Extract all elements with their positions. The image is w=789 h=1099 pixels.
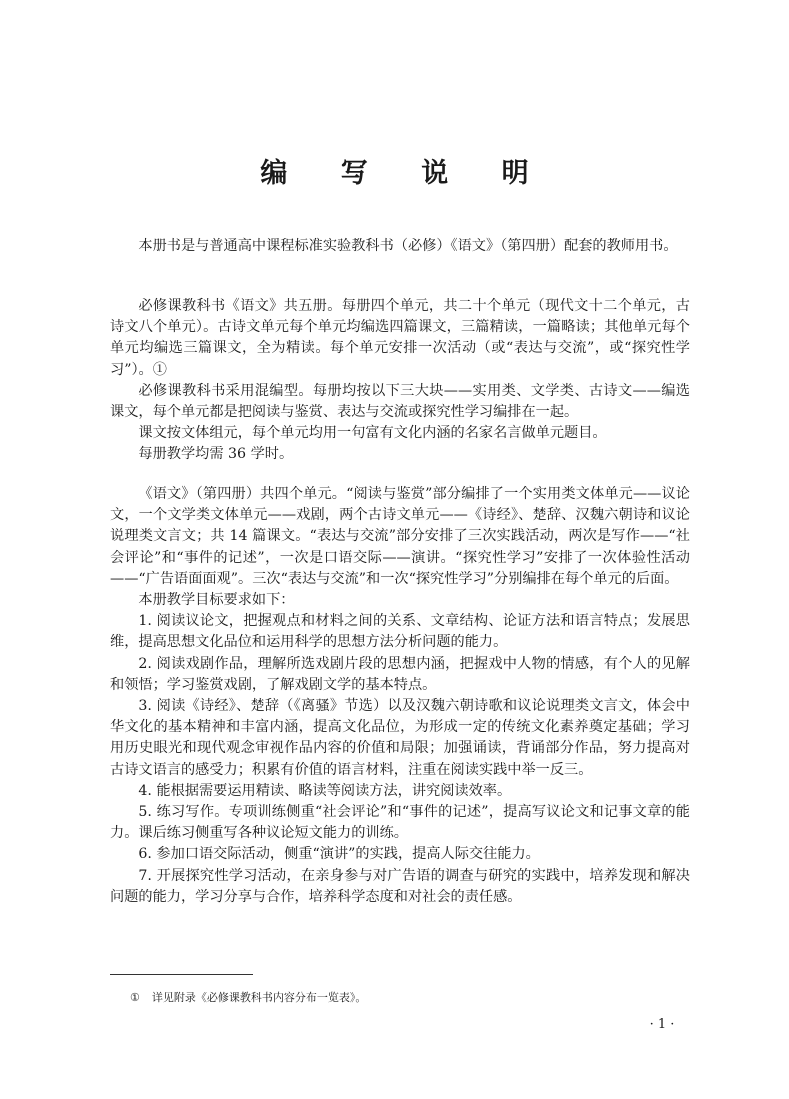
goal-item-7: 7. 开展探究性学习活动，在亲身参与对广告语的调查与研究的实践中，培养发现和解决问题的能力，学习分享与合作，培养科学态度和对社会的责任感。	[110, 867, 690, 905]
intro-paragraph: 本册书是与普通高中课程标准实验教科书（必修）《语文》（第四册）配套的教师用书。	[138, 238, 678, 254]
goal-item-2: 2. 阅读戏剧作品，理解所选戏剧片段的思想内涵，把握戏中人物的情感，有个人的见解和领悟；学习鉴赏戏剧，了解戏剧文学的基本特点。	[110, 655, 690, 693]
goal-item-1: 1. 阅读议论文，把握观点和材料之间的关系、文章结构、论证方法和语言特点；发展思维，提高思想文化品位和运用科学的思想方法分析问题的能力。	[110, 613, 690, 651]
footnote-divider	[110, 974, 253, 975]
goal-item-5: 5. 练习写作。专项训练侧重“社会评论”和“事件的记述”，提高写议论文和记事文章的能力。课后练习侧重写各种议论短文能力的训练。	[110, 804, 690, 842]
page-title: 编 写 说 明	[260, 158, 551, 189]
goal-item-3: 3. 阅读《诗经》、楚辞（《离骚》节选）以及汉魏六朝诗歌和议论说理类文言文，体会中华文化的基本精神和丰富内涵，提高文化品位，为形成一定的传统文化素养奠定基础；学习用历史眼光和现代观念审视作品内容的价值和局限；加强诵读，背诵部分作品，努力提高对古诗文语言的感受力；积累有价值的语言材料，注重在阅读实践中举一反三。	[110, 698, 690, 778]
goals-heading: 本册教学目标要求如下：	[138, 592, 295, 609]
footnote-mark: ①	[130, 991, 140, 1004]
footnote	[130, 991, 366, 1005]
structure-paragraph-3: 课文按文体组元，每个单元均用一句富有文化内涵的名家名言做单元题目。	[138, 425, 607, 442]
page-number: · 1 ·	[649, 1017, 675, 1032]
structure-paragraph-2: 必修课教科书采用混编型。每册均按以下三大块——实用类、文学类、古诗文——编选课文，每个单元都是把阅读与鉴赏、表达与交流或探究性学习编排在一起。	[110, 382, 690, 421]
intro-section	[110, 236, 690, 257]
goals-section	[110, 484, 690, 908]
structure-paragraph-1: 必修课教科书《语文》共五册。每册四个单元，共二十个单元（现代文十二个单元，古诗文八个单元）。古诗文单元每个单元均编选四篇课文，三篇精读，一篇略读；其他单元每个单元均编选三篇课文，全为精读。每个单元安排一次活动（或“表达与交流”，或“探究性学习”）。①	[110, 298, 690, 378]
goal-item-6: 6. 参加口语交际活动，侧重“演讲”的实践，提高人际交往能力。	[138, 846, 540, 863]
goal-item-4: 4. 能根据需要运用精读、略读等阅读方法，讲究阅读效率。	[138, 782, 512, 799]
structure-section	[110, 296, 690, 466]
overview-paragraph: 《语文》（第四册）共四个单元。“阅读与鉴赏”部分编排了一个实用类文体单元——议论文，一个文学类文体单元——戏剧，两个古诗文单元——《诗经》、楚辞、汉魏六朝诗和议论说理类文言文；共 14 篇课文。“表达与交流”部分安排了三次实践活动，两次是写作——“社会评论”和“事件的记述”，一次是口语交际——演讲。“探究性学习”安排了一次体验性活动——“广告语面面观”。三次“表达与交流”和一次“探究性学习”分别编排在每个单元的后面。	[110, 486, 690, 587]
structure-paragraph-4: 每册教学均需 36 学时。	[138, 446, 294, 463]
footnote-text: 详见附录《必修课教科书内容分布一览表》。	[151, 991, 367, 1004]
